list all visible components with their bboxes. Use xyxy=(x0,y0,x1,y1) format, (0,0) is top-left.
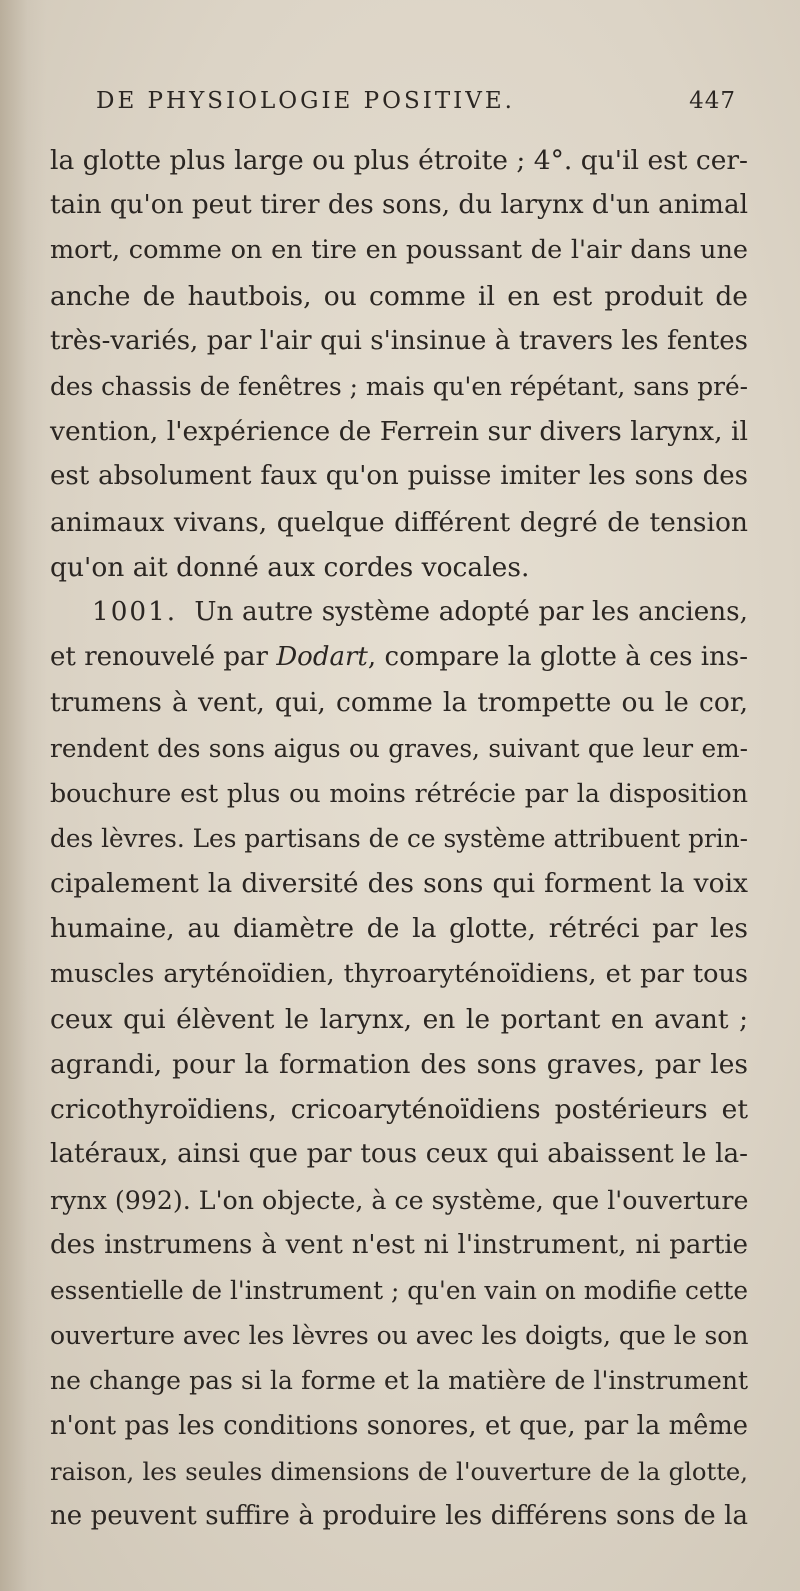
text-line: des instrumens à vent n'est ni l'instrument, ni partie xyxy=(50,1229,748,1260)
text-line: tain qu'on peut tirer des sons, du larynx d'un animal xyxy=(50,190,748,221)
text-line: qu'on ait donné aux cordes vocales. xyxy=(50,551,530,583)
text-line: ouverture avec les lèvres ou avec les doigts, que le son xyxy=(50,1321,749,1351)
text-line: raison, les seules dimensions de l'ouverture de la glotte, xyxy=(50,1456,748,1486)
text-line: essentielle de l'instrument ; qu'en vain on modifie cette xyxy=(50,1276,748,1306)
text-line: bouchure est plus ou moins rétrécie par la disposition xyxy=(50,778,748,808)
text-line: anche de hautbois, ou comme il en est produit de xyxy=(50,280,748,312)
text-line: trumens à vent, qui, comme la trompette ou le cor, xyxy=(50,687,748,719)
text-line: des lèvres. Les partisans de ce système attribuent prin- xyxy=(50,824,748,854)
text-line: ne peuvent suffire à produire les différens sons de la xyxy=(50,1501,748,1532)
text-line: cipalement la diversité des sons qui forment la voix xyxy=(50,868,748,900)
text-line xyxy=(50,635,748,680)
text-line: mort, comme on en tire en poussant de l'air dans une xyxy=(50,235,748,266)
text-line: très-variés, par l'air qui s'insinue à travers les fentes xyxy=(50,325,748,356)
text-line: humaine, au diamètre de la glotte, rétréci par les xyxy=(50,913,748,945)
text-line: des chassis de fenêtres ; mais qu'en répétant, sans pré- xyxy=(50,372,748,402)
author-name: Dodart xyxy=(276,642,368,673)
text-line: rynx (992). L'on objecte, à ce système, que l'ouverture xyxy=(50,1185,749,1215)
text-fragment: Un autre système adopté par les anciens, xyxy=(194,597,748,628)
page-number: 447 xyxy=(689,88,736,114)
running-head xyxy=(96,88,736,128)
text-line: cricothyroïdiens, cricoaryténoïdiens postérieurs et xyxy=(50,1094,748,1126)
text-fragment: , compare la glotte à ces ins- xyxy=(367,642,748,673)
text-line: agrandi, pour la formation des sons graves, par les xyxy=(50,1049,748,1081)
spine-shadow xyxy=(0,0,46,1591)
running-head-title: DE PHYSIOLOGIE POSITIVE. xyxy=(96,88,515,114)
text-line: latéraux, ainsi que par tous ceux qui abaissent le la- xyxy=(50,1139,748,1170)
paragraph-number: 1001. xyxy=(92,597,178,628)
text-line: est absolument faux qu'on puisse imiter les sons des xyxy=(50,461,748,492)
text-line: vention, l'expérience de Ferrein sur divers larynx, il xyxy=(50,416,748,448)
text-line: la glotte plus large ou plus étroite ; 4°. qu'il est cer- xyxy=(50,145,748,176)
text-line: rendent des sons aigus ou graves, suivant que leur em- xyxy=(50,733,748,763)
text-line: animaux vivans, quelque différent degré de tension xyxy=(50,506,748,538)
text-line: n'ont pas les conditions sonores, et que, par la même xyxy=(50,1410,748,1441)
text-line: muscles aryténoïdien, thyroaryténoïdiens, et par tous xyxy=(50,958,748,989)
body-text xyxy=(50,138,748,1539)
text-fragment: et renouvelé par xyxy=(50,642,277,673)
text-line: ne change pas si la forme et la matière de l'instrument xyxy=(50,1366,748,1396)
paragraph-first-line xyxy=(50,590,748,635)
text-line: ceux qui élèvent le larynx, en le portant en avant ; xyxy=(50,1003,748,1035)
